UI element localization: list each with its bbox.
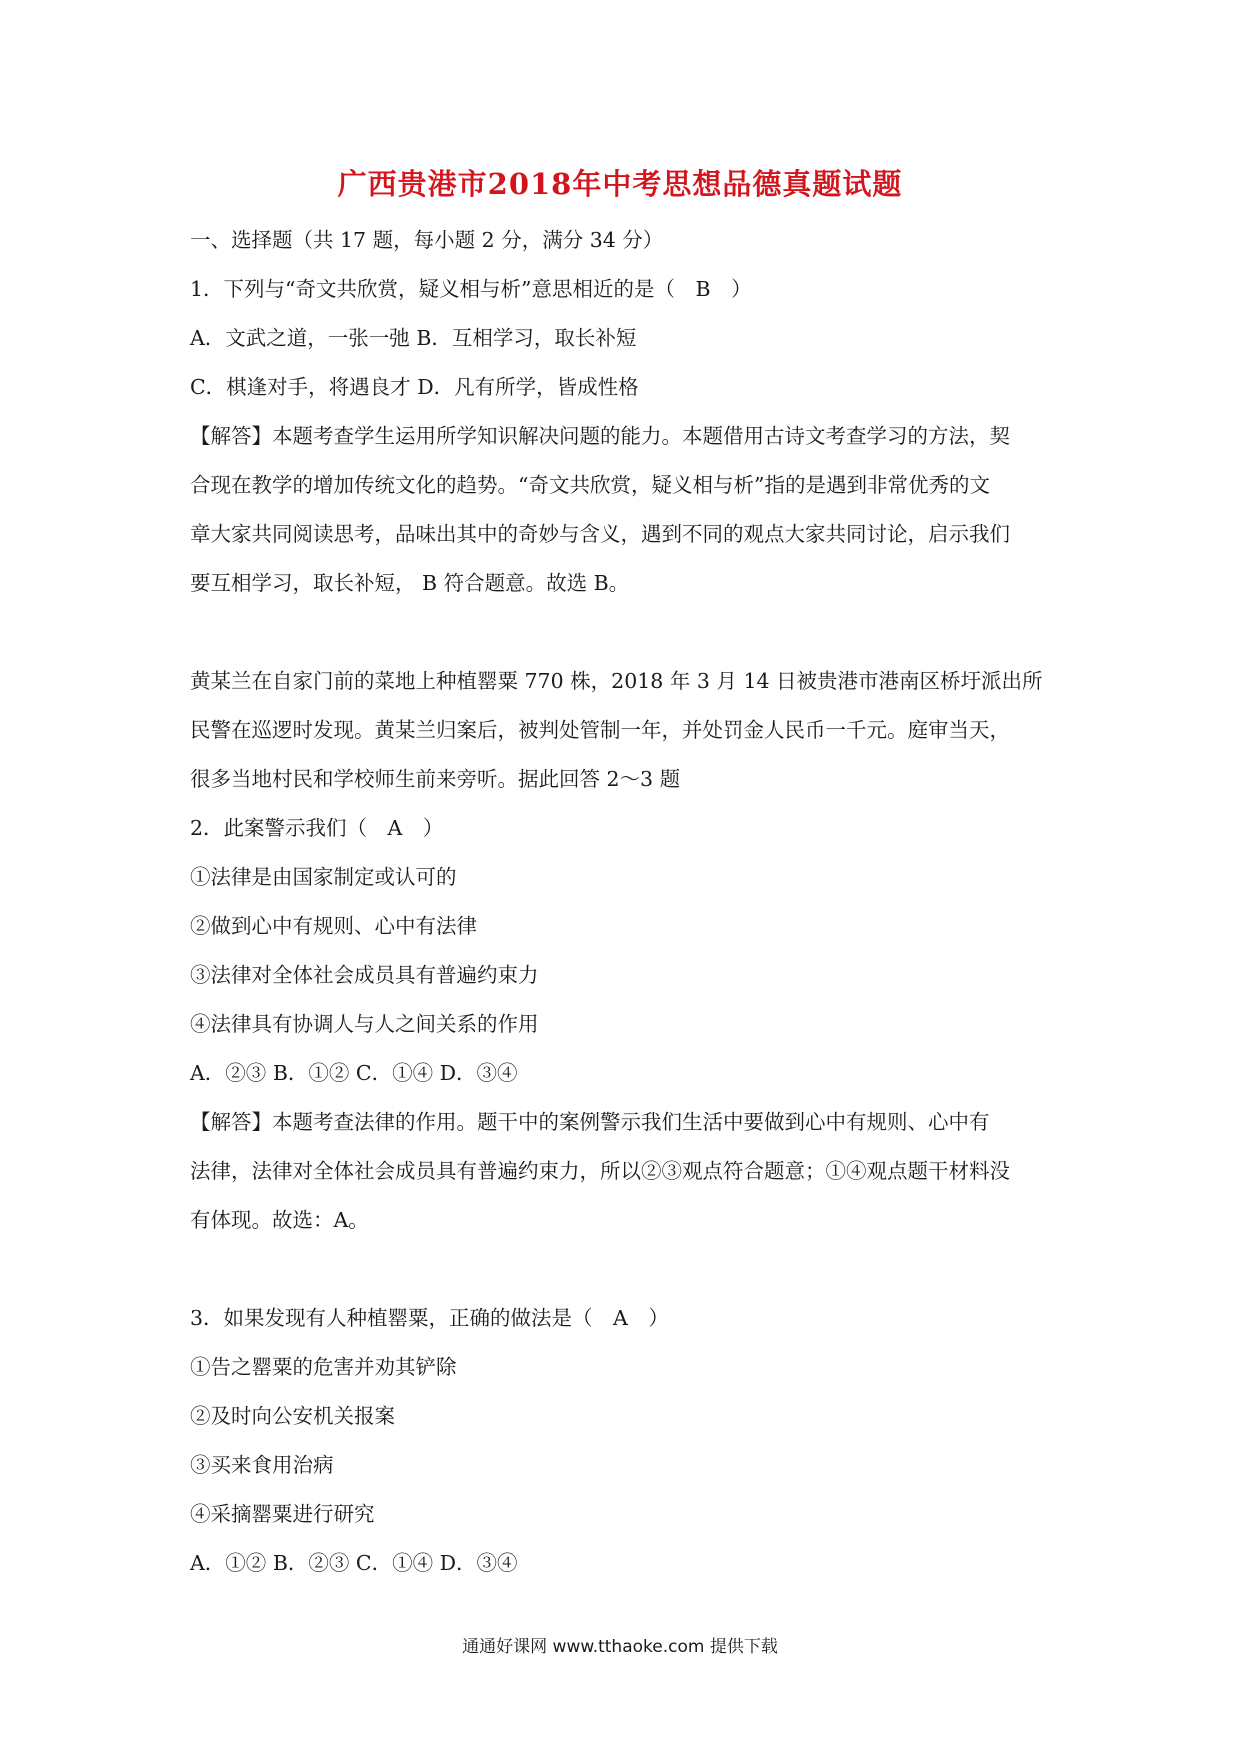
question-2-item-2: ②做到心中有规则、心中有法律 [190,914,477,938]
question-3-options: A．①② B．②③ C．①④ D．③④ [190,1551,518,1575]
case-material-line-3: 很多当地村民和学校师生前来旁听。据此回答 2～3 题 [190,767,681,791]
question-1: 1．下列与“奇文共欣赏，疑义相与析”意思相近的是（ B ） [190,277,752,301]
question-3-item-4: ④采摘罂粟进行研究 [190,1502,375,1526]
question-1-options-cd: C．棋逢对手，将遇良才 D．凡有所学，皆成性格 [190,375,639,399]
question-2-item-4: ④法律具有协调人与人之间关系的作用 [190,1012,539,1036]
case-material-line-1: 黄某兰在自家门前的菜地上种植罂粟 770 株，2018 年 3 月 14 日被贵港市港南区桥圩派出所 [190,669,1043,693]
answer-1-line-2: 合现在教学的增加传统文化的趋势。“奇文共欣赏，疑义相与析”指的是遇到非常优秀的文 [190,473,990,497]
question-2: 2．此案警示我们（ A ） [190,816,444,840]
question-2-item-3: ③法律对全体社会成员具有普遍约束力 [190,963,539,987]
question-3-item-3: ③买来食用治病 [190,1453,334,1477]
question-3: 3．如果发现有人种植罂粟，正确的做法是（ A ） [190,1306,669,1330]
answer-1-line-1: 【解答】本题考查学生运用所学知识解决问题的能力。本题借用古诗文考查学习的方法，契 [190,424,1010,448]
answer-1-line-3: 章大家共同阅读思考，品味出其中的奇妙与含义，遇到不同的观点大家共同讨论，启示我们 [190,522,1010,546]
question-1-options-ab: A．文武之道，一张一弛 B．互相学习，取长补短 [190,326,637,350]
section-heading: 一、选择题（共 17 题，每小题 2 分，满分 34 分） [190,228,664,252]
question-3-item-2: ②及时向公安机关报案 [190,1404,395,1428]
answer-2-line-2: 法律，法律对全体社会成员具有普遍约束力，所以②③观点符合题意；①④观点题干材料没 [190,1159,1010,1183]
case-material-line-2: 民警在巡逻时发现。黄某兰归案后，被判处管制一年，并处罚金人民币一千元。庭审当天， [190,718,1010,742]
question-3-item-1: ①告之罂粟的危害并劝其铲除 [190,1355,457,1379]
page-footer: 通通好课网 www.tthaoke.com 提供下载 [462,1637,778,1657]
answer-1-line-4: 要互相学习，取长补短， B 符合题意。故选 B。 [190,571,630,595]
answer-2-line-1: 【解答】本题考查法律的作用。题干中的案例警示我们生活中要做到心中有规则、心中有 [190,1110,990,1134]
question-2-options: A．②③ B．①② C．①④ D．③④ [190,1061,518,1085]
answer-2-line-3: 有体现。故选：A。 [190,1208,369,1232]
question-2-item-1: ①法律是由国家制定或认可的 [190,865,457,889]
document-title: 广西贵港市2018年中考思想品德真题试题 [337,167,903,201]
